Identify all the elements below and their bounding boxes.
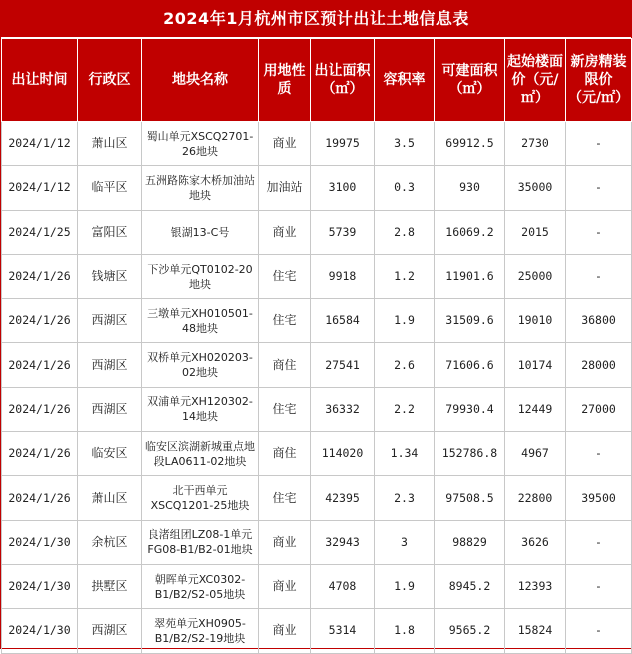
land-use-cell: 住宅 <box>259 476 311 520</box>
land-use-cell: 商业 <box>259 564 311 608</box>
area-cell: 5314 <box>311 609 375 653</box>
limit-price-cell: 39500 <box>566 476 632 520</box>
limit-price-cell: 27000 <box>566 387 632 431</box>
land-name-cell: 北干西单元XSCQ1201-25地块 <box>142 476 259 520</box>
area-cell: 3100 <box>311 166 375 210</box>
date-cell: 2024/1/30 <box>2 520 78 564</box>
land-use-cell: 住宅 <box>259 299 311 343</box>
table-row <box>2 299 632 343</box>
area-cell: 27541 <box>311 343 375 387</box>
far-cell: 1.8 <box>375 609 435 653</box>
table-row <box>2 476 632 520</box>
area-cell: 36332 <box>311 387 375 431</box>
limit-price-cell: - <box>566 609 632 653</box>
header-use: 用地性质 <box>259 39 311 122</box>
table-body <box>2 122 632 654</box>
start-price-cell: 10174 <box>505 343 566 387</box>
limit-price-cell: - <box>566 166 632 210</box>
far-cell: 3.5 <box>375 122 435 166</box>
area-cell: 114020 <box>311 432 375 476</box>
table-row <box>2 254 632 298</box>
land-use-cell: 住宅 <box>259 387 311 431</box>
area-cell: 19975 <box>311 122 375 166</box>
start-price-cell: 2730 <box>505 122 566 166</box>
limit-price-cell: - <box>566 254 632 298</box>
far-cell: 1.9 <box>375 299 435 343</box>
date-cell: 2024/1/26 <box>2 254 78 298</box>
buildable-cell: 69912.5 <box>435 122 505 166</box>
date-cell: 2024/1/30 <box>2 609 78 653</box>
district-cell: 拱墅区 <box>78 564 142 608</box>
start-price-cell: 25000 <box>505 254 566 298</box>
far-cell: 0.3 <box>375 166 435 210</box>
land-name-cell: 三墩单元XH010501-48地块 <box>142 299 259 343</box>
far-cell: 2.2 <box>375 387 435 431</box>
buildable-cell: 930 <box>435 166 505 210</box>
land-name-cell: 蜀山单元XSCQ2701-26地块 <box>142 122 259 166</box>
table-row <box>2 520 632 564</box>
date-cell: 2024/1/25 <box>2 210 78 254</box>
start-price-cell: 19010 <box>505 299 566 343</box>
far-cell: 3 <box>375 520 435 564</box>
land-name-cell: 翠苑单元XH0905-B1/B2/S2-19地块 <box>142 609 259 653</box>
buildable-cell: 97508.5 <box>435 476 505 520</box>
area-cell: 32943 <box>311 520 375 564</box>
date-cell: 2024/1/30 <box>2 564 78 608</box>
buildable-cell: 71606.6 <box>435 343 505 387</box>
buildable-cell: 16069.2 <box>435 210 505 254</box>
land-name-cell: 朝晖单元XC0302-B1/B2/S2-05地块 <box>142 564 259 608</box>
area-cell: 9918 <box>311 254 375 298</box>
table-row <box>2 166 632 210</box>
header-row <box>2 39 632 122</box>
land-use-cell: 商住 <box>259 343 311 387</box>
start-price-cell: 22800 <box>505 476 566 520</box>
far-cell: 2.6 <box>375 343 435 387</box>
land-name-cell: 双浦单元XH120302-14地块 <box>142 387 259 431</box>
district-cell: 余杭区 <box>78 520 142 564</box>
table-row <box>2 609 632 653</box>
date-cell: 2024/1/12 <box>2 166 78 210</box>
district-cell: 西湖区 <box>78 609 142 653</box>
district-cell: 西湖区 <box>78 343 142 387</box>
start-price-cell: 15824 <box>505 609 566 653</box>
header-start-price: 起始楼面价（元/㎡） <box>505 39 566 122</box>
district-cell: 西湖区 <box>78 387 142 431</box>
header-buildable: 可建面积（㎡） <box>435 39 505 122</box>
land-use-cell: 商业 <box>259 609 311 653</box>
limit-price-cell: 36800 <box>566 299 632 343</box>
district-cell: 萧山区 <box>78 122 142 166</box>
land-use-cell: 加油站 <box>259 166 311 210</box>
limit-price-cell: - <box>566 122 632 166</box>
district-cell: 富阳区 <box>78 210 142 254</box>
land-use-cell: 商业 <box>259 210 311 254</box>
far-cell: 2.8 <box>375 210 435 254</box>
buildable-cell: 152786.8 <box>435 432 505 476</box>
limit-price-cell: - <box>566 210 632 254</box>
district-cell: 临安区 <box>78 432 142 476</box>
date-cell: 2024/1/26 <box>2 387 78 431</box>
header-district: 行政区 <box>78 39 142 122</box>
date-cell: 2024/1/26 <box>2 432 78 476</box>
header-far: 容积率 <box>375 39 435 122</box>
area-cell: 5739 <box>311 210 375 254</box>
table-row <box>2 343 632 387</box>
buildable-cell: 8945.2 <box>435 564 505 608</box>
land-name-cell: 临安区滨湖新城重点地段LA0611-02地块 <box>142 432 259 476</box>
land-use-cell: 商业 <box>259 520 311 564</box>
land-name-cell: 双桥单元XH020203-02地块 <box>142 343 259 387</box>
land-name-cell: 下沙单元QT0102-20地块 <box>142 254 259 298</box>
land-use-cell: 住宅 <box>259 254 311 298</box>
limit-price-cell: 28000 <box>566 343 632 387</box>
land-name-cell: 五洲路陈家木桥加油站地块 <box>142 166 259 210</box>
start-price-cell: 3626 <box>505 520 566 564</box>
land-use-cell: 商业 <box>259 122 311 166</box>
far-cell: 1.9 <box>375 564 435 608</box>
header-area: 出让面积（㎡） <box>311 39 375 122</box>
limit-price-cell: - <box>566 432 632 476</box>
buildable-cell: 31509.6 <box>435 299 505 343</box>
district-cell: 钱塘区 <box>78 254 142 298</box>
start-price-cell: 4967 <box>505 432 566 476</box>
area-cell: 42395 <box>311 476 375 520</box>
buildable-cell: 11901.6 <box>435 254 505 298</box>
buildable-cell: 79930.4 <box>435 387 505 431</box>
table-row <box>2 210 632 254</box>
date-cell: 2024/1/26 <box>2 299 78 343</box>
start-price-cell: 12393 <box>505 564 566 608</box>
far-cell: 1.2 <box>375 254 435 298</box>
buildable-cell: 9565.2 <box>435 609 505 653</box>
limit-price-cell: - <box>566 520 632 564</box>
date-cell: 2024/1/26 <box>2 343 78 387</box>
land-name-cell: 银湖13-C号 <box>142 210 259 254</box>
table-title: 2024年1月杭州市区预计出让土地信息表 <box>1 1 631 38</box>
far-cell: 2.3 <box>375 476 435 520</box>
table-row <box>2 432 632 476</box>
area-cell: 16584 <box>311 299 375 343</box>
table-row <box>2 564 632 608</box>
land-use-cell: 商住 <box>259 432 311 476</box>
land-table <box>1 38 632 654</box>
header-limit-price: 新房精装限价（元/㎡） <box>566 39 632 122</box>
start-price-cell: 12449 <box>505 387 566 431</box>
table-row <box>2 122 632 166</box>
header-date: 出让时间 <box>2 39 78 122</box>
district-cell: 萧山区 <box>78 476 142 520</box>
district-cell: 西湖区 <box>78 299 142 343</box>
area-cell: 4708 <box>311 564 375 608</box>
table-row <box>2 387 632 431</box>
start-price-cell: 35000 <box>505 166 566 210</box>
start-price-cell: 2015 <box>505 210 566 254</box>
district-cell: 临平区 <box>78 166 142 210</box>
far-cell: 1.34 <box>375 432 435 476</box>
limit-price-cell: - <box>566 564 632 608</box>
land-name-cell: 良渚组团LZ08-1单元FG08-B1/B2-01地块 <box>142 520 259 564</box>
date-cell: 2024/1/26 <box>2 476 78 520</box>
header-name: 地块名称 <box>142 39 259 122</box>
buildable-cell: 98829 <box>435 520 505 564</box>
date-cell: 2024/1/12 <box>2 122 78 166</box>
